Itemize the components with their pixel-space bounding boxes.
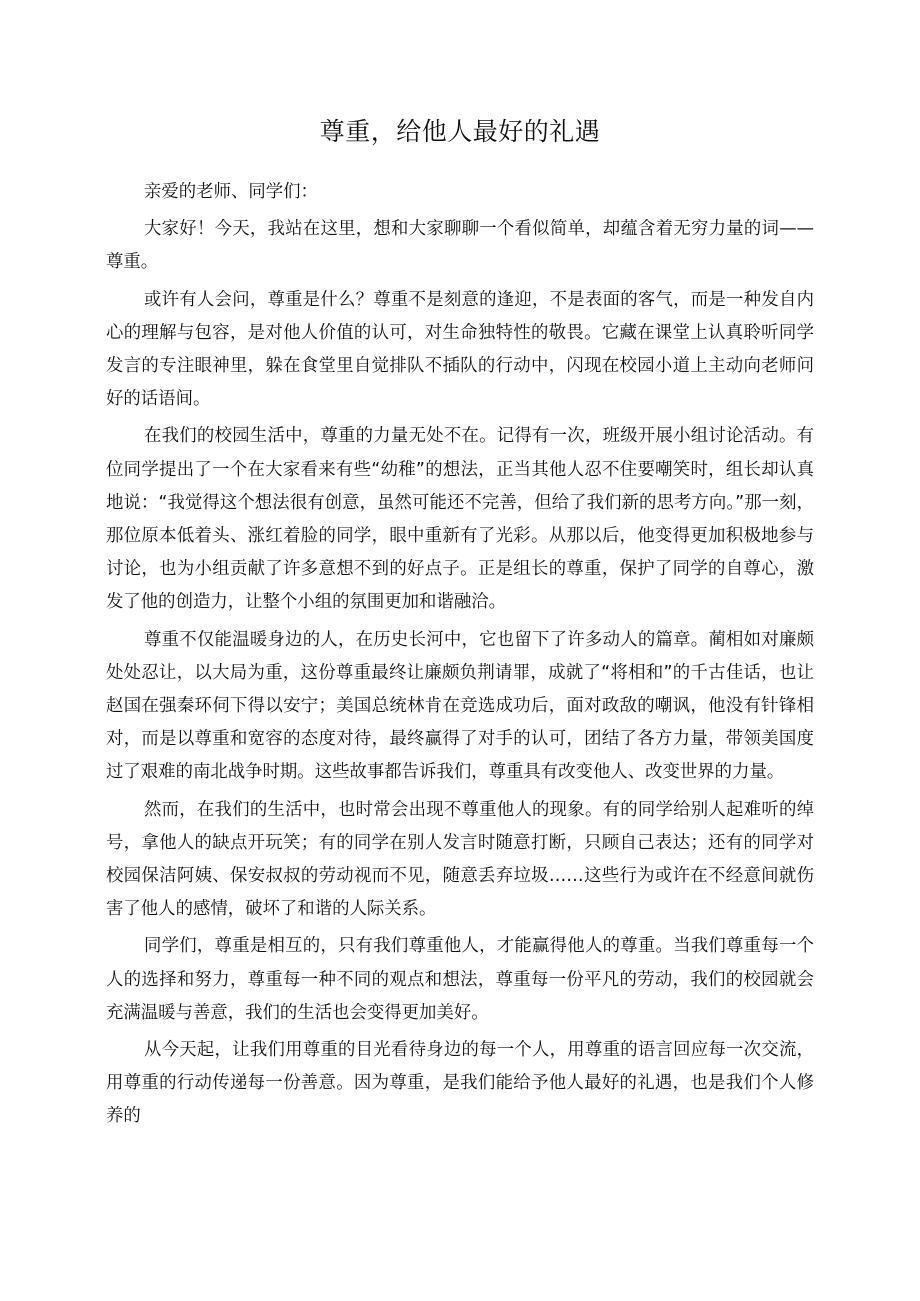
document-body <box>106 176 814 1138</box>
paragraph-campus-story: 在我们的校园生活中，尊重的力量无处不在。记得有一次，班级开展小组讨论活动。有位同学提出了一个在大家看来有些“幼稚”的想法，正当其他人忍不住要嘲笑时，组长却认真地说：“我觉得这个想法很有创意，虽然可能还不完善，但给了我们新的思考方向。”那一刻，那位原本低着头、涨红着脸的同学，眼中重新有了光彩。从那以后，他变得更加积极地参与讨论，也为小组贡献了许多意想不到的好点子。正是组长的尊重，保护了同学的自尊心，激发了他的创造力，让整个小组的氛围更加和谐融洽。 <box>106 426 814 613</box>
paragraph-disrespect: 然而，在我们的生活中，也时常会出现不尊重他人的现象。有的同学给别人起难听的绰号，拿他人的缺点开玩笑；有的同学在别人发言时随意打断，只顾自己表达；还有的同学对校园保洁阿姨、保安叔叔的劳动视而不见，随意丢弃垃圾……这些行为或许在不经意间就伤害了他人的感情，破坏了和谐的人际关系。 <box>106 799 814 920</box>
paragraph-opening: 大家好！今天，我站在这里，想和大家聊聊一个看似简单，却蕴含着无穷力量的词——尊重。 <box>106 219 814 273</box>
paragraph-history: 尊重不仅能温暖身边的人，在历史长河中，它也留下了许多动人的篇章。蔺相如对廉颇处处忍让，以大局为重，这份尊重最终让廉颇负荆请罪，成就了“将相和”的千古佳话，也让赵国在强秦环伺下得以安宁；美国总统林肯在竞选成功后，面对政敌的嘲讽，他没有针锋相对，而是以尊重和宽容的态度对待，最终赢得了对手的认可，团结了各方力量，带领美国度过了艰难的南北战争时期。这些故事都告诉我们，尊重具有改变他人、改变世界的力量。 <box>106 629 814 783</box>
document-title: 尊重，给他人最好的礼遇 <box>319 117 601 146</box>
paragraph-call-to-action: 从今天起，让我们用尊重的目光看待身边的每一个人，用尊重的语言回应每一次交流，用尊重的行动传递每一份善意。因为尊重，是我们能给予他人最好的礼遇，也是我们个人修养的 <box>106 1040 814 1127</box>
paragraph-definition: 或许有人会问，尊重是什么？尊重不是刻意的逢迎，不是表面的客气，而是一种发自内心的理解与包容，是对他人价值的认可，对生命独特性的敬畏。它藏在课堂上认真聆听同学发言的专注眼神里，躲在食堂里自觉排队不插队的行动中，闪现在校园小道上主动向老师问好的话语间。 <box>106 289 814 410</box>
paragraph-mutual-respect: 同学们，尊重是相互的，只有我们尊重他人，才能赢得他人的尊重。当我们尊重每一个人的选择和努力，尊重每一种不同的观点和想法，尊重每一份平凡的劳动，我们的校园就会充满温暖与善意，我们的生活也会变得更加美好。 <box>106 936 814 1023</box>
paragraph-greeting: 亲爱的老师、同学们： <box>144 182 318 202</box>
